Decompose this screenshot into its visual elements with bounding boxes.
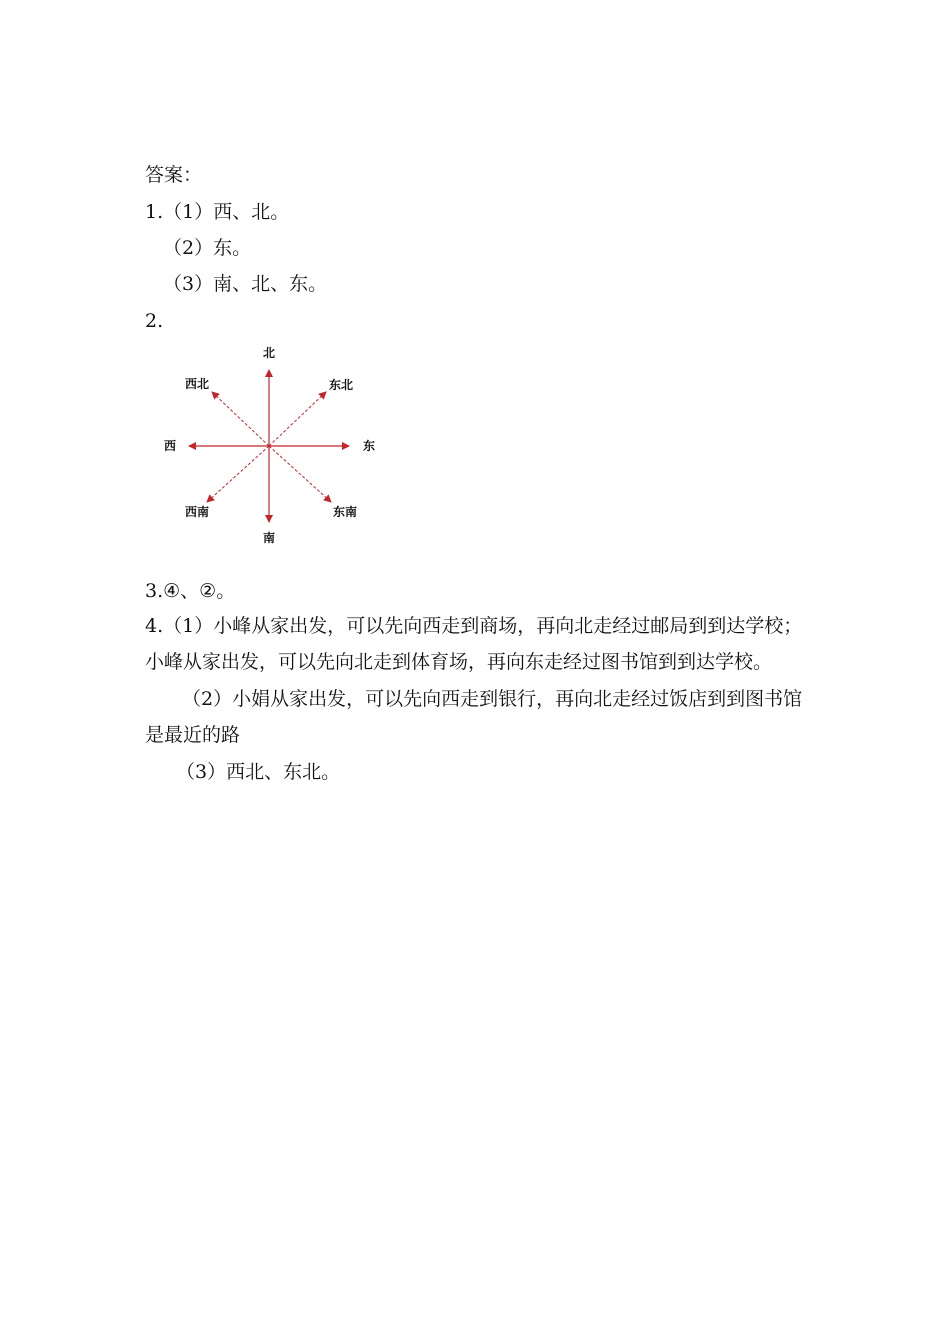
label-east: 东 [363,439,376,453]
q1-line-1: 1.（1）西、北。 [145,201,290,223]
label-north: 北 [263,346,276,360]
q4-line-1: 4.（1）小峰从家出发，可以先向西走到商场，再向北走经过邮局到到达学校； [145,615,803,637]
label-south: 南 [263,531,276,545]
compass-diagram [155,338,395,553]
q4-line-3: （2）小娟从家出发，可以先向西走到银行，再向北走经过饭店到到图书馆 [182,688,803,710]
label-northeast: 东北 [329,378,354,392]
southeast-arrow [269,446,331,502]
q3-line: 3.④、②。 [145,580,236,602]
label-southeast: 东南 [333,505,358,519]
northeast-arrow [269,392,326,446]
q1-line-2: （2）东。 [163,237,252,259]
compass-svg [155,338,395,553]
southwest-arrow [207,446,269,502]
label-southwest: 西南 [185,505,210,519]
q1-line-3: （3）南、北、东。 [163,273,328,295]
q4-line-4: 是最近的路 [145,724,241,746]
label-northwest: 西北 [185,377,210,391]
answer-heading: 答案： [145,164,203,186]
label-west: 西 [164,439,177,453]
q4-line-5: （3）西北、东北。 [176,761,341,783]
q4-line-2: 小峰从家出发，可以先向北走到体育场，再向东走经过图书馆到到达学校。 [145,651,773,673]
northwest-arrow [212,392,269,446]
q2-number: 2. [145,310,164,332]
